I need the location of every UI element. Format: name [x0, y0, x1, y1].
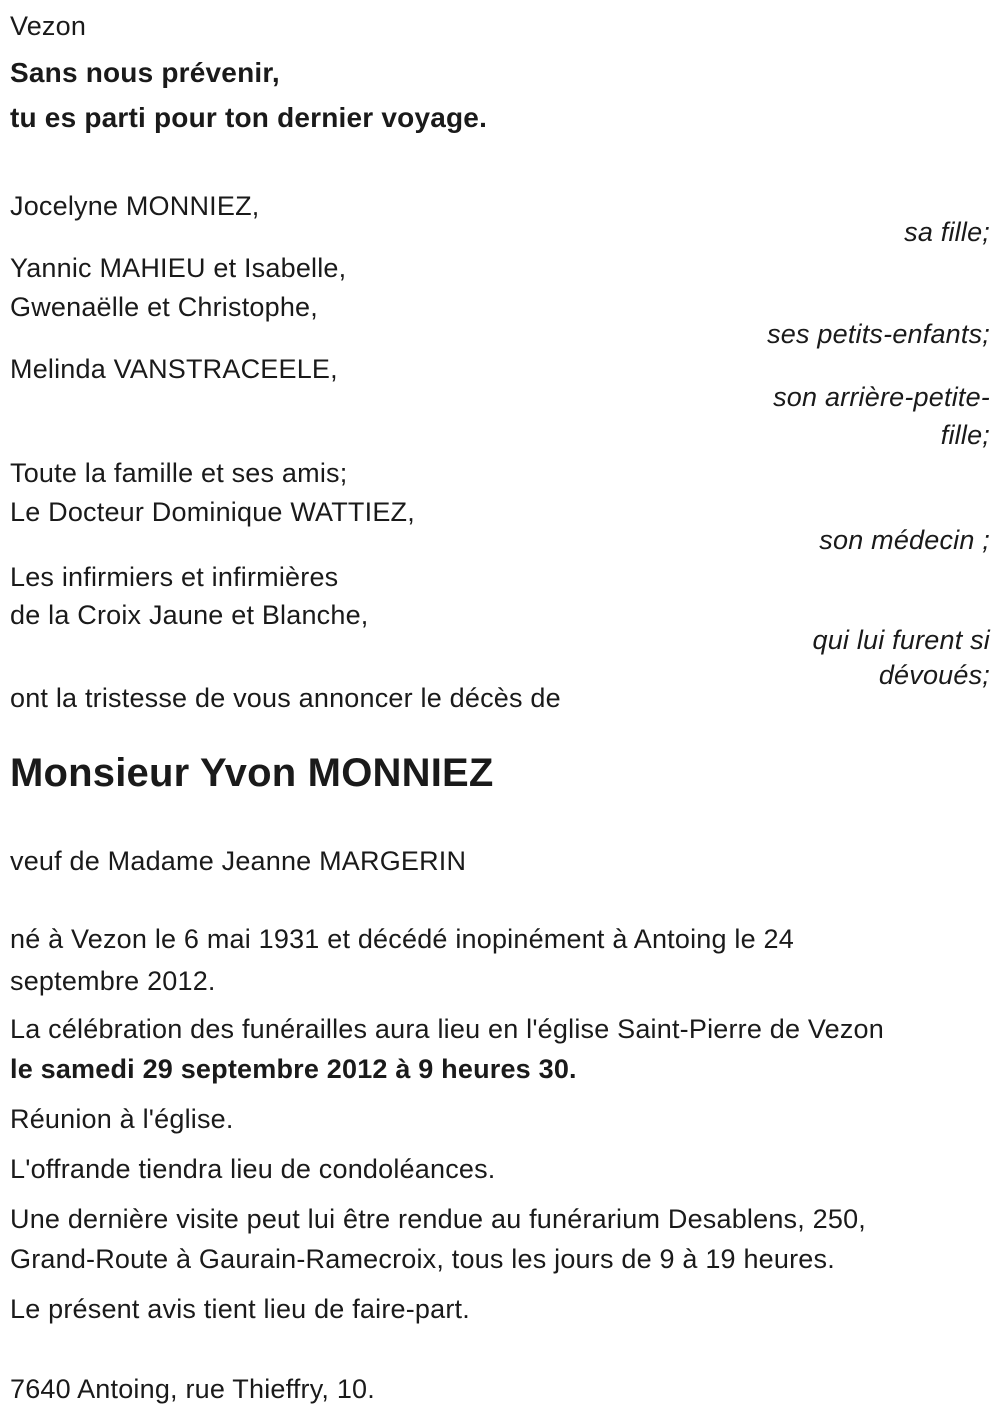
- mourner-name: Toute la famille et ses amis;: [10, 458, 348, 488]
- mourner-name: Yannic MAHIEU et Isabelle,: [10, 253, 347, 283]
- funeral-date-line: le samedi 29 septembre 2012 à 9 heures 30.: [10, 1054, 577, 1084]
- announcement-line: ont la tristesse de vous annoncer le décès de: [10, 683, 561, 713]
- relation-label: qui lui furent si: [812, 625, 990, 655]
- relation-label: ses petits-enfants;: [767, 319, 990, 349]
- relation-label: dévoués;: [878, 660, 990, 690]
- address-line: 7640 Antoing, rue Thieffry, 10.: [10, 1374, 375, 1404]
- meeting-line: Réunion à l'église.: [10, 1104, 234, 1134]
- deceased-name: Monsieur Yvon MONNIEZ: [10, 751, 494, 795]
- relation-label: fille;: [940, 420, 990, 450]
- epigraph-line-1: Sans nous prévenir,: [10, 57, 280, 88]
- visit-line: Une dernière visite peut lui être rendue au funérarium Desablens, 250,: [10, 1204, 866, 1234]
- widower-line: veuf de Madame Jeanne MARGERIN: [10, 846, 467, 876]
- relation-label: son arrière-petite-: [773, 382, 990, 412]
- mourner-name: Melinda VANSTRACEELE,: [10, 354, 338, 384]
- relation-label: sa fille;: [904, 217, 990, 247]
- birth-death-line: né à Vezon le 6 mai 1931 et décédé inopinément à Antoing le 24: [10, 924, 794, 954]
- mourner-name: Les infirmiers et infirmières: [10, 562, 339, 592]
- offering-line: L'offrande tiendra lieu de condoléances.: [10, 1154, 496, 1184]
- mourner-name: de la Croix Jaune et Blanche,: [10, 600, 369, 630]
- mourner-name: Gwenaëlle et Christophe,: [10, 292, 318, 322]
- place-line: Vezon: [10, 11, 87, 41]
- funeral-line: La célébration des funérailles aura lieu en l'église Saint-Pierre de Vezon: [10, 1014, 884, 1044]
- visit-line: Grand-Route à Gaurain-Ramecroix, tous les jours de 9 à 19 heures.: [10, 1244, 835, 1274]
- mourner-name: Jocelyne MONNIEZ,: [10, 191, 260, 221]
- legal-notice-line: Le présent avis tient lieu de faire-part.: [10, 1294, 470, 1324]
- relation-label: son médecin ;: [819, 525, 990, 555]
- epigraph-line-2: tu es parti pour ton dernier voyage.: [10, 102, 488, 133]
- birth-death-line: septembre 2012.: [10, 966, 216, 996]
- mourner-name: Le Docteur Dominique WATTIEZ,: [10, 497, 415, 527]
